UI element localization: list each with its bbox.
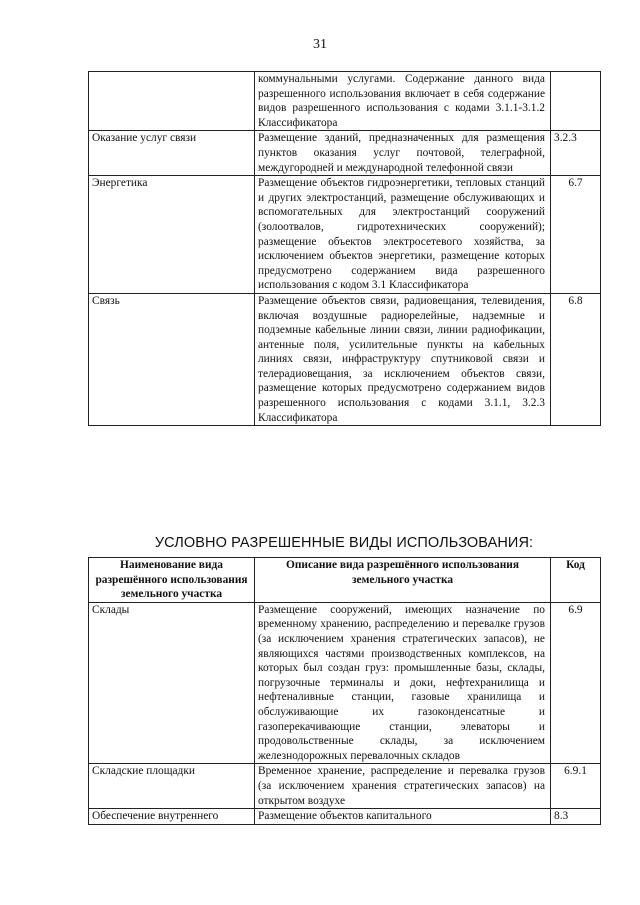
use-description-cell: коммунальными услугами. Содержание данного вида разрешенного использования включает в себя содержание видов разрешенного использования с кодами 3.1.1-3.1.2 Классификатора	[255, 72, 551, 131]
use-name-cell: Склады	[89, 602, 255, 764]
use-description-cell: Размещение объектов капитального	[255, 809, 551, 825]
table-row	[89, 131, 601, 176]
use-code-cell: 6.9.1	[551, 764, 601, 809]
use-description-cell: Временное хранение, распределение и перевалка грузов (за исключением хранения стратегических запасов) на открытом воздухе	[255, 764, 551, 809]
use-description-cell: Размещение зданий, предназначенных для размещения пунктов оказания услуг почтовой, телеграфной, междугородней и международной телефонной связи	[255, 131, 551, 176]
table-row	[89, 72, 601, 131]
use-code-cell: 6.8	[551, 293, 601, 425]
conditional-use-table	[88, 557, 601, 825]
table-row	[89, 764, 601, 809]
table-row	[89, 293, 601, 425]
column-header-code: Код	[551, 558, 601, 603]
table-row	[89, 602, 601, 764]
column-header-name: Наименование вида разрешённого использования земельного участка	[89, 558, 255, 603]
section-title: УСЛОВНО РАЗРЕШЕННЫЕ ВИДЫ ИСПОЛЬЗОВАНИЯ:	[154, 535, 534, 551]
use-code-cell	[551, 72, 601, 131]
use-code-cell: 6.9	[551, 602, 601, 764]
use-code-cell: 8.3	[551, 809, 601, 825]
column-header-description: Описание вида разрешённого использования земельного участка	[255, 558, 551, 603]
use-code-cell: 3.2.3	[551, 131, 601, 176]
use-description-cell: Размещение объектов гидроэнергетики, тепловых станций и других электростанций, размещение обслуживающих и вспомогательных для электростанций сооружений (золоотвалов, гидротехнических сооружений); размещение объектов электросетевого хозяйства, за исключением объектов энергетики, размещение которых предусмотрено содержанием вида разрешенного использования с кодом 3.1 Классификатора	[255, 176, 551, 294]
use-name-cell: Обеспечение внутреннего	[89, 809, 255, 825]
page-number: 31	[313, 37, 327, 52]
land-use-table-main	[88, 71, 601, 426]
use-description-cell: Размещение объектов связи, радиовещания, телевидения, включая воздушные радиорелейные, надземные и подземные кабельные линии связи, линии радиофикации, антенные поля, усилительные пункты на кабельных линиях связи, инфраструктуру спутниковой связи и телерадиовещания, за исключением объектов связи, размещение которых предусмотрено содержанием видов разрешенного использования с кодами 3.1.1, 3.2.3 Классификатора	[255, 293, 551, 425]
use-name-cell: Связь	[89, 293, 255, 425]
use-name-cell: Оказание услуг связи	[89, 131, 255, 176]
use-name-cell: Энергетика	[89, 176, 255, 294]
table-row	[89, 176, 601, 294]
use-name-cell	[89, 72, 255, 131]
use-description-cell: Размещение сооружений, имеющих назначение по временному хранению, распределению и перевалке грузов (за исключением хранения стратегических запасов), не являющихся частями производственных комплексов, на которых был создан груз: промышленные базы, склады, погрузочные терминалы и доки, нефтехранилища и нефтеналивные станции, газовые хранилища и обслуживающие их газоконденсатные и газоперекачивающие станции, элеваторы и продовольственные склады, за исключением железнодорожных перевалочных складов	[255, 602, 551, 764]
table-row	[89, 809, 601, 825]
use-name-cell: Складские площадки	[89, 764, 255, 809]
use-code-cell: 6.7	[551, 176, 601, 294]
table-header-row	[89, 558, 601, 603]
